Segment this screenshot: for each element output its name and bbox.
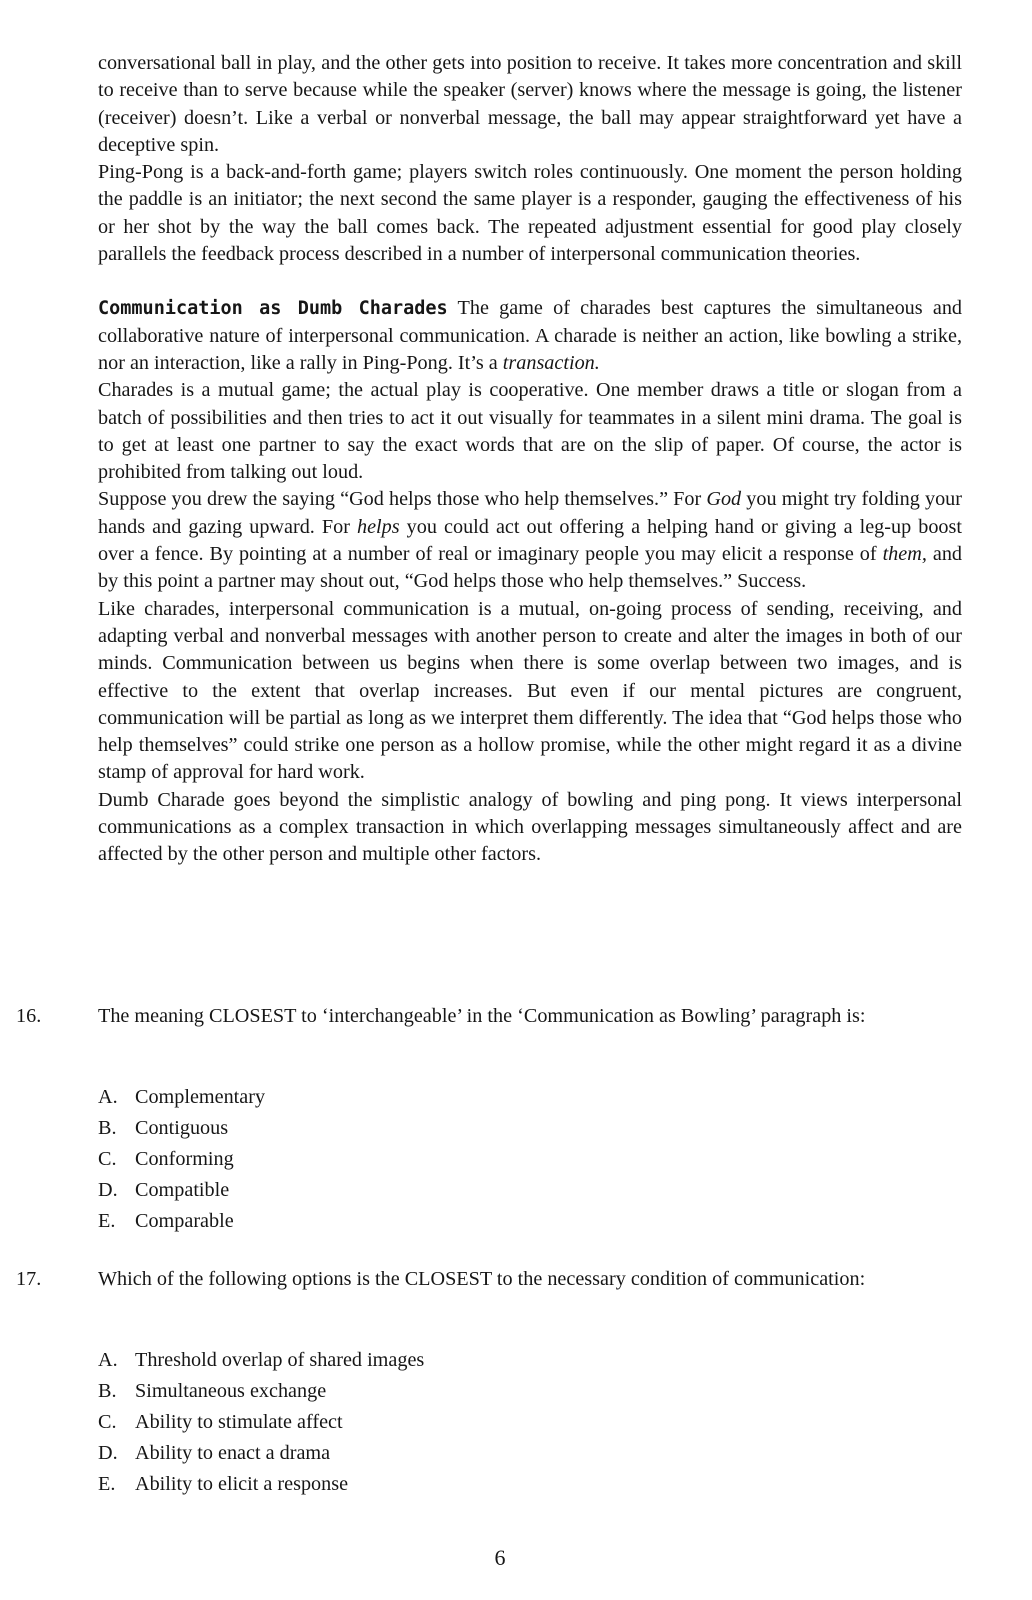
option-text: Compatible bbox=[135, 1179, 230, 1201]
question-number: 17. bbox=[16, 1268, 42, 1290]
paragraph-5-italic-helps: helps bbox=[357, 515, 400, 538]
option-letter: B. bbox=[98, 1117, 117, 1139]
question-text: Which of the following options is the CLOSEST to the necessary condition of communication: bbox=[98, 1268, 866, 1290]
option-letter: C. bbox=[98, 1148, 117, 1170]
answer-options bbox=[98, 1345, 698, 1500]
answer-option[interactable] bbox=[98, 1345, 698, 1376]
passage-paragraph-6: Like charades, interpersonal communication is a mutual, on-going process of sending, receiving, and adapting verbal and nonverbal messages with another person to create and alter the images in both of our minds. Communication between us begins when there is some overlap between two images, and is effective to the extent that overlap increases. But even if our mental pictures are congruent, communication will be partial as long as we interpret them differently. The idea that “God helps those who help themselves” could strike one person as a hollow promise, while the other might regard it as a divine stamp of approval for hard work. bbox=[98, 597, 962, 784]
paragraph-5-italic-them: them, bbox=[882, 543, 927, 566]
question-stem bbox=[98, 1266, 962, 1293]
paragraph-5-text-a: Suppose you drew the saying “God helps those who help themselves.” For bbox=[98, 488, 707, 511]
section-heading: Communication as Dumb Charades bbox=[98, 298, 448, 320]
paragraph-5-text-d: and by this point a partner may shout out, “God helps those who help themselves.” Success. bbox=[98, 543, 963, 593]
option-letter: B. bbox=[98, 1380, 117, 1402]
question-stem bbox=[98, 1003, 962, 1030]
answer-option[interactable] bbox=[98, 1082, 698, 1113]
page-number: 6 bbox=[494, 1545, 506, 1570]
passage-paragraph-1: conversational ball in play, and the other gets into position to receive. It takes more concentration and skill to receive than to serve because while the speaker (server) knows where the message is going, the listener (receiver) doesn’t. Like a verbal or nonverbal message, the ball may appear straightforward yet have a deceptive spin. bbox=[98, 52, 962, 156]
option-letter: E. bbox=[98, 1473, 116, 1495]
passage-paragraph-4: Charades is a mutual game; the actual play is cooperative. One member draws a title or slogan from a batch of possibilities and then tries to act it out visually for teammates in a silent mini drama. The goal is to get at least one partner to say the exact words that are on the slip of paper. Of course, the actor is prohibited from talking out loud. bbox=[98, 379, 962, 484]
option-letter: A. bbox=[98, 1086, 118, 1108]
passage-paragraph-5 bbox=[98, 486, 962, 595]
passage-paragraph-2: Ping-Pong is a back-and-forth game; players switch roles continuously. One moment the person holding the paddle is an initiator; the next second the same player is a responder, gauging the effectiveness of his or her shot by the way the ball comes back. The repeated adjustment essential for good play closely parallels the feedback process described in a number of interpersonal communication theories. bbox=[98, 161, 962, 266]
answer-option[interactable] bbox=[98, 1144, 698, 1175]
option-letter: C. bbox=[98, 1411, 117, 1433]
passage-paragraph-7: Dumb Charade goes beyond the simplistic analogy of bowling and ping pong. It views interpersonal communications as a complex transaction in which overlapping messages simultaneously affect and are affected by the other person and multiple other factors. bbox=[98, 788, 962, 866]
option-letter: D. bbox=[98, 1442, 118, 1464]
option-text: Contiguous bbox=[135, 1117, 229, 1139]
answer-option[interactable] bbox=[98, 1175, 698, 1206]
option-text: Ability to elicit a response bbox=[135, 1473, 349, 1495]
option-text: Threshold overlap of shared images bbox=[135, 1349, 425, 1371]
option-text: Simultaneous exchange bbox=[135, 1380, 327, 1402]
option-text: Complementary bbox=[135, 1086, 266, 1108]
answer-option[interactable] bbox=[98, 1407, 698, 1438]
option-letter: D. bbox=[98, 1179, 118, 1201]
answer-option[interactable] bbox=[98, 1376, 698, 1407]
paragraph-3-italic: transaction. bbox=[502, 351, 600, 374]
passage bbox=[98, 50, 962, 869]
answer-option[interactable] bbox=[98, 1469, 698, 1500]
answer-options bbox=[98, 1082, 698, 1237]
passage-paragraph-3 bbox=[98, 295, 962, 377]
paragraph-3-text: The game of charades best captures the simultaneous and collaborative nature of interpersonal communication. A charade is neither an action, like bowling a strike, nor an interaction, like a rally in Ping-Pong. It’s a bbox=[98, 297, 963, 374]
option-text: Comparable bbox=[135, 1210, 234, 1232]
answer-option[interactable] bbox=[98, 1438, 698, 1469]
question-text: The meaning CLOSEST to ‘interchangeable’ in the ‘Communication as Bowling’ paragraph is: bbox=[98, 1005, 866, 1027]
option-letter: A. bbox=[98, 1349, 118, 1371]
option-letter: E. bbox=[98, 1210, 116, 1232]
option-text: Ability to stimulate affect bbox=[135, 1411, 343, 1433]
option-text: Conforming bbox=[135, 1148, 234, 1170]
answer-option[interactable] bbox=[98, 1206, 698, 1237]
paragraph-5-italic-god: God bbox=[706, 488, 742, 511]
question-number: 16. bbox=[16, 1005, 42, 1027]
paragraph-5-text-b: you might try folding your hands and gazing upward. For bbox=[98, 488, 962, 538]
paragraph-5-text-c: you could act out offering a helping hand or giving a leg-up boost over a fence. By pointing at a number of real or imaginary people you may elicit a response of bbox=[98, 515, 962, 566]
option-text: Ability to enact a drama bbox=[135, 1442, 331, 1464]
answer-option[interactable] bbox=[98, 1113, 698, 1144]
